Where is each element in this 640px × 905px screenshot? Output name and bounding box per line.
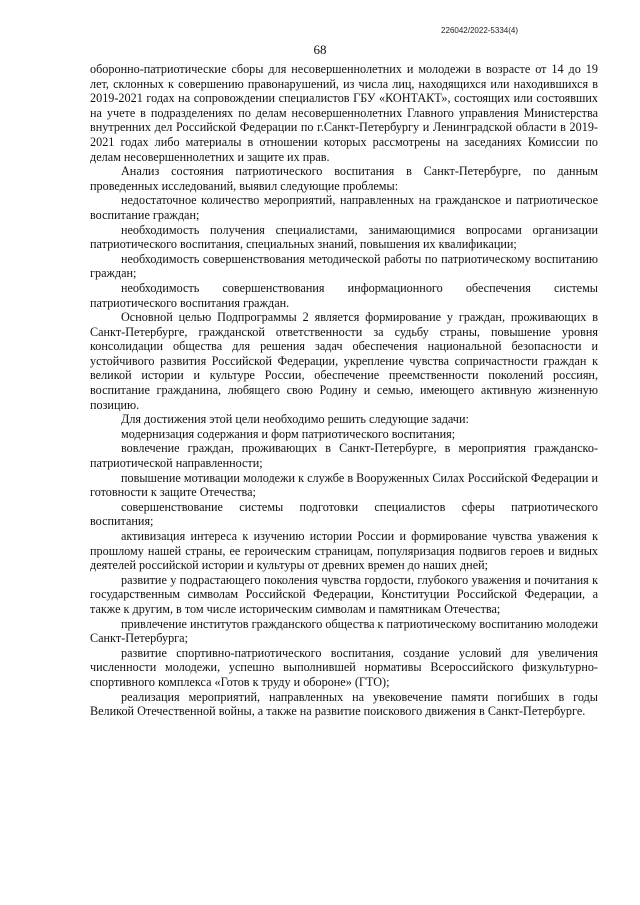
paragraph: реализация мероприятий, направленных на увековечение памяти погибших в годы Великой Отечественной войны, а также на развитие поискового движения в Санкт-Петербурге. [90,689,598,719]
paragraph: повышение мотивации молодежи к службе в Вооруженных Силах Российской Федерации и готовности к защите Отечества; [90,470,598,500]
paragraph: развитие у подрастающего поколения чувства гордости, глубокого уважения и почитания к государственным символам Российской Федерации, Конституции Российской Федерации, а также к другим, в том числе историческим символам и памятникам Отечества; [90,572,598,616]
paragraph: модернизация содержания и форм патриотического воспитания; [121,426,456,441]
paragraph: необходимость совершенствования информационного обеспечения системы патриотического воспитания граждан. [90,280,598,310]
paragraph: Анализ состояния патриотического воспитания в Санкт-Петербурге, по данным проведенных исследований, выявил следующие проблемы: [90,164,598,193]
document-body [90,62,598,719]
paragraph: оборонно-патриотические сборы для несовершеннолетних и молодежи в возрасте от 14 до 19 лет, склонных к совершению правонарушений, из числа лиц, находящихся или находившихся в 2019-2021 годах на сопровождении специалистов ГБУ «КОНТАКТ», состоящих или состоявших на учете в подразделениях по делам несовершеннолетних Главного управления Министерства внутренних дел Российской Федерации по г.Санкт-Петербургу и Ленинградской области в 2019-2021 годах либо материалы в отношении которых рассмотрены на заседаниях Комиссии по делам несовершеннолетних и защите их прав. [90,62,598,164]
paragraph: необходимость получения специалистами, занимающимися вопросами организации патриотического воспитания, специальных знаний, повышения их квалификации; [90,222,598,252]
paragraph: развитие спортивно-патриотического воспитания, создание условий для увеличения численности молодежи, успешно выполнившей нормативы Всероссийского физкультурно-спортивного комплекса «Готов к труду и обороне» (ГТО); [90,645,598,689]
paragraph: активизация интереса к изучению истории России и формирование чувства уважения к прошлому нашей страны, ее героическим страницам, популяризация подвигов героев и видных деятелей российской истории и культуры от древних времен до наших дней; [90,529,598,573]
paragraph: привлечение институтов гражданского общества к патриотическому воспитанию молодежи Санкт-Петербурга; [90,616,598,646]
paragraph: недостаточное количество мероприятий, направленных на гражданское и патриотическое воспитание граждан; [90,193,598,222]
paragraph: необходимость совершенствования методической работы по патриотическому воспитанию граждан; [90,251,598,281]
document-id: 226042/2022-5334(4) [441,26,518,35]
paragraph: совершенствование системы подготовки специалистов сферы патриотического воспитания; [90,499,598,529]
paragraph: вовлечение граждан, проживающих в Санкт-Петербурге, в мероприятия гражданско-патриотической направленности; [90,441,598,471]
paragraph: Для достижения этой цели необходимо решить следующие задачи: [121,412,469,427]
page-number: 68 [313,42,327,57]
paragraph: Основной целью Подпрограммы 2 является формирование у граждан, проживающих в Санкт-Петербурге, гражданской ответственности за судьбу страны, повышение уровня консолидации общества для решения задач обеспечения национальной безопасности и устойчивого развития Российской Федерации, укрепление чувства сопричастности граждан к великой истории и культуре России, обеспечение преемственности поколений россиян, воспитание гражданина, любящего свою Родину и семью, имеющего активную жизненную позицию. [90,310,598,412]
